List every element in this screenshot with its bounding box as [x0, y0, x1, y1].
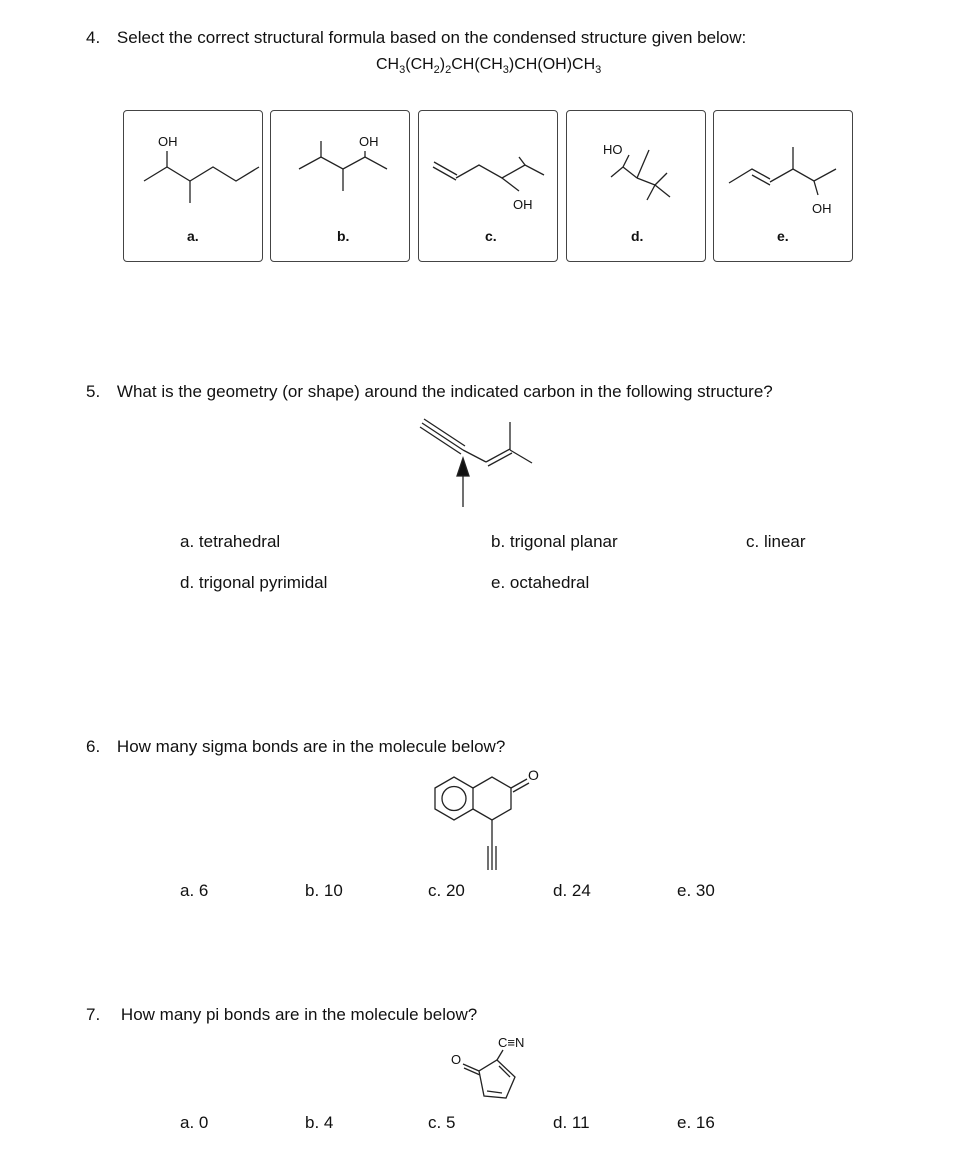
choice-a-box[interactable] [123, 110, 263, 262]
oh-label: OH [513, 197, 533, 212]
choice-label: b. [337, 228, 350, 244]
structure-d [567, 111, 707, 263]
q7-option-e[interactable]: e. 16 [677, 1113, 715, 1132]
question-text: What is the geometry (or shape) around the indicated carbon in the following structure? [116, 382, 773, 401]
q7-option-a[interactable]: a. 0 [180, 1113, 209, 1132]
nitrile-label: C≡N [498, 1035, 525, 1050]
q7-option-c[interactable]: c. 5 [428, 1113, 456, 1132]
q7-option-d[interactable]: d. 11 [553, 1113, 590, 1132]
structure-a [124, 111, 264, 263]
choice-label: d. [631, 228, 644, 244]
q6-option-b[interactable]: b. 10 [305, 881, 343, 900]
question-7 [86, 1005, 477, 1025]
choice-e-box[interactable] [713, 110, 853, 262]
oh-label: OH [812, 201, 832, 216]
structure-c [419, 111, 559, 263]
question-number: 6. [86, 737, 101, 756]
question-number: 7. [86, 1005, 101, 1024]
question-text: How many pi bonds are in the molecule below? [120, 1005, 478, 1024]
q6-option-c[interactable]: c. 20 [428, 881, 465, 900]
question-6 [86, 737, 505, 757]
oh-label: OH [359, 134, 379, 149]
ho-label: HO [603, 142, 623, 157]
structure-e [714, 111, 854, 263]
question-5 [86, 382, 773, 402]
q5-option-a[interactable]: a. tetrahedral [180, 532, 281, 551]
choice-label: a. [187, 228, 199, 244]
question-4 [86, 28, 746, 48]
q6-option-e[interactable]: e. 30 [677, 881, 715, 900]
condensed-formula: $CH_3(CH_2)_2CH(CH_3)CH(OH)CH_3$ [376, 56, 602, 77]
q5-option-b[interactable]: b. trigonal planar [491, 532, 618, 551]
question-number: 5. [86, 382, 101, 401]
oxygen-label: O [528, 767, 539, 783]
choice-b-box[interactable] [270, 110, 410, 262]
choice-label: e. [777, 228, 789, 244]
q6-structure [425, 760, 565, 880]
q5-option-d[interactable]: d. trigonal pyrimidal [180, 573, 328, 592]
q5-option-c[interactable]: c. linear [746, 532, 806, 551]
arrow-head [457, 458, 469, 476]
oxygen-label: O [451, 1052, 462, 1067]
choice-label: c. [485, 228, 497, 244]
choice-d-box[interactable] [566, 110, 706, 262]
q6-option-d[interactable]: d. 24 [553, 881, 591, 900]
question-number: 4. [86, 28, 101, 47]
q5-option-e[interactable]: e. octahedral [491, 573, 590, 592]
question-text: How many sigma bonds are in the molecule below? [116, 737, 506, 756]
question-text: Select the correct structural formula based on the condensed structure given below: [116, 28, 747, 47]
q5-structure [410, 410, 550, 510]
oh-label: OH [158, 134, 178, 149]
structure-b [271, 111, 411, 263]
choice-c-box[interactable] [418, 110, 558, 262]
q6-option-a[interactable]: a. 6 [180, 881, 209, 900]
q7-structure [440, 1030, 550, 1105]
q7-option-b[interactable]: b. 4 [305, 1113, 334, 1132]
